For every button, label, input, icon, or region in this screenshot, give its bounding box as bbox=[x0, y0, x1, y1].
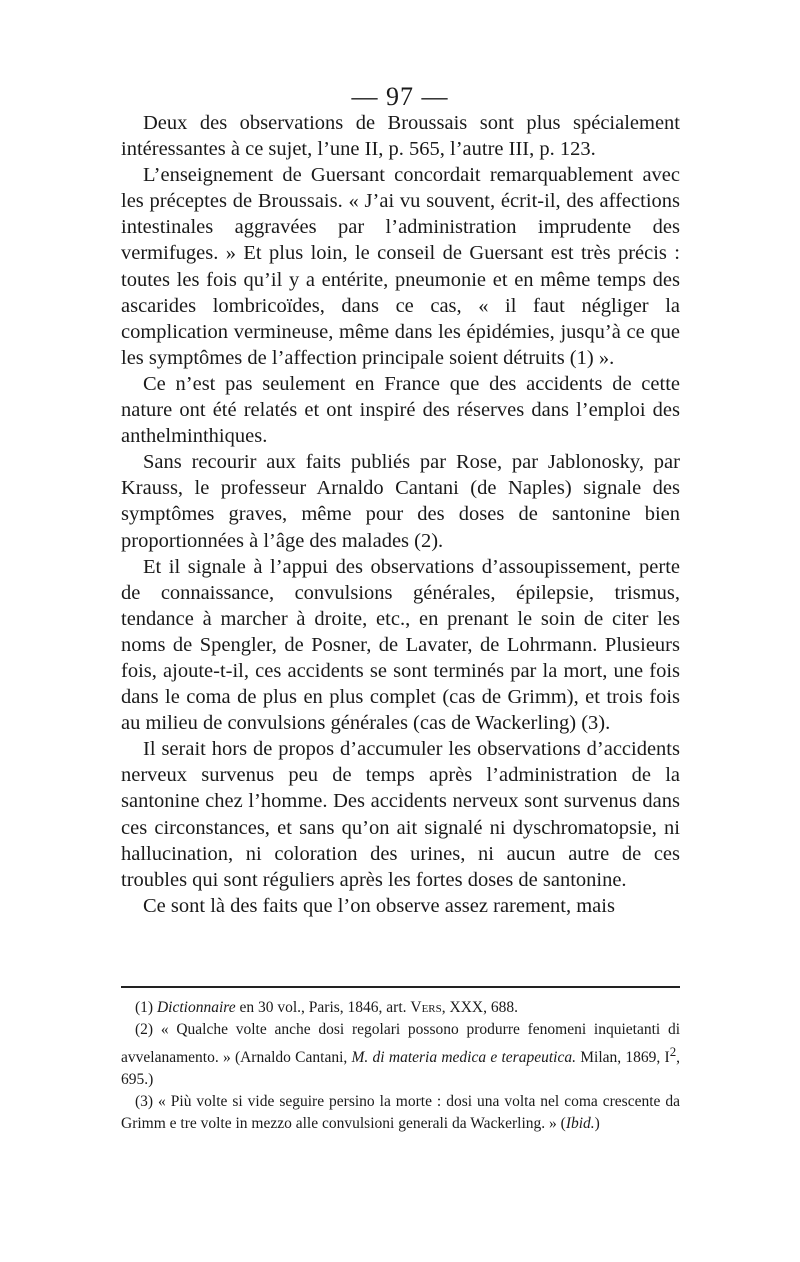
footnote-marker: (2) bbox=[135, 1021, 154, 1038]
footnote-smallcaps: Vers bbox=[410, 999, 442, 1016]
footnote-marker: (1) bbox=[135, 999, 154, 1016]
paragraph-3: Ce n’est pas seulement en France que des accidents de cette nature ont été relatés et ont inspiré des réserves dans l’emploi des anthelminthiques. bbox=[121, 372, 680, 448]
footnote-title: M. di materia medica e terapeutica. bbox=[351, 1049, 576, 1067]
footnote-text: , 695.) bbox=[121, 1049, 681, 1089]
footnote-superscript: 2 bbox=[669, 1044, 677, 1059]
page-number: — 97 — bbox=[351, 82, 449, 111]
footnote-text: Milan, 1869, I bbox=[575, 1049, 670, 1067]
footnote-2 bbox=[121, 1019, 680, 1091]
footnote-marker: (3) bbox=[135, 1093, 154, 1111]
paragraph-7: Ce sont là des faits que l’on observe assez rarement, mais bbox=[143, 894, 615, 917]
footnote-separator bbox=[121, 986, 680, 988]
paragraph-5: Et il signale à l’appui des observations d’assoupissement, perte de connaissance, convulsions générales, épilepsie, trismus, tendance à marcher à droite, etc., en prenant le soin de citer les noms de Spengler, de Posner, de Lavater, de Lohrmann. Plusieurs fois, ajoute-t-il, ces accidents se sont terminés par la mort, une fois dans le coma de plus en plus complet (cas de Grimm), et trois fois au milieu de convulsions générales (cas de Wackerling) (3). bbox=[121, 555, 680, 735]
paragraph-2: L’enseignement de Guersant concordait remarquablement avec les préceptes de Broussais. « J’ai vu souvent, écrit-il, des affections intestinales aggravées par l’administration imprudente des vermifuges. » Et plus loin, le conseil de Guersant est très précis : toutes les fois qu’il y a entérite, pneumonie et en même temps des ascarides lombricoïdes, dans ce cas, « il faut négliger la complication vermineuse, même dans les épidémies, jusqu’à ce que les symptômes de l’affection principale soient détruits (1) ». bbox=[121, 164, 680, 369]
footnote-text: « Qualche volte anche dosi regolari possono produrre fenomeni inquietanti di avvelanamento. » (Arnaldo Cantani, bbox=[121, 1021, 681, 1067]
footnote-title: Ibid. bbox=[565, 1115, 595, 1133]
footnote-1 bbox=[121, 997, 680, 1019]
footnote-3 bbox=[121, 1091, 680, 1135]
footnote-text: ) bbox=[594, 1115, 600, 1133]
paragraph-4: Sans recourir aux faits publiés par Rose, par Jablonosky, par Krauss, le professeur Arnaldo Cantani (de Naples) signale des symptômes graves, même pour des doses de santonine bien proportionnées à l’âge des malades (2). bbox=[121, 451, 680, 552]
footnote-title: Dictionnaire bbox=[156, 999, 236, 1016]
footnote-text: , XXX, 688. bbox=[441, 999, 518, 1016]
footnotes bbox=[121, 997, 680, 1135]
main-text bbox=[121, 110, 680, 919]
footnote-text: en 30 vol., Paris, 1846, art. bbox=[235, 999, 411, 1016]
footnote-text: « Più volte si vide seguire persino la morte : dosi una volta nel coma crescente da Grimm e tre volte in mezzo alle convulsioni generali da Wackerling. » ( bbox=[121, 1093, 680, 1133]
paragraph-6: Il serait hors de propos d’accumuler les observations d’accidents nerveux survenus peu de temps après l’administration de la santonine chez l’homme. Des accidents nerveux sont survenus dans ces circonstances, et sans qu’on ait signalé ni dyschromatopsie, ni hallucination, ni coloration des urines, ni aucun autre de ces troubles qui sont réguliers après les fortes doses de santonine. bbox=[121, 738, 680, 891]
paragraph-1: Deux des observations de Broussais sont plus spécialement intéressantes à ce sujet, l’une II, p. 565, l’autre III, p. 123. bbox=[121, 112, 680, 161]
